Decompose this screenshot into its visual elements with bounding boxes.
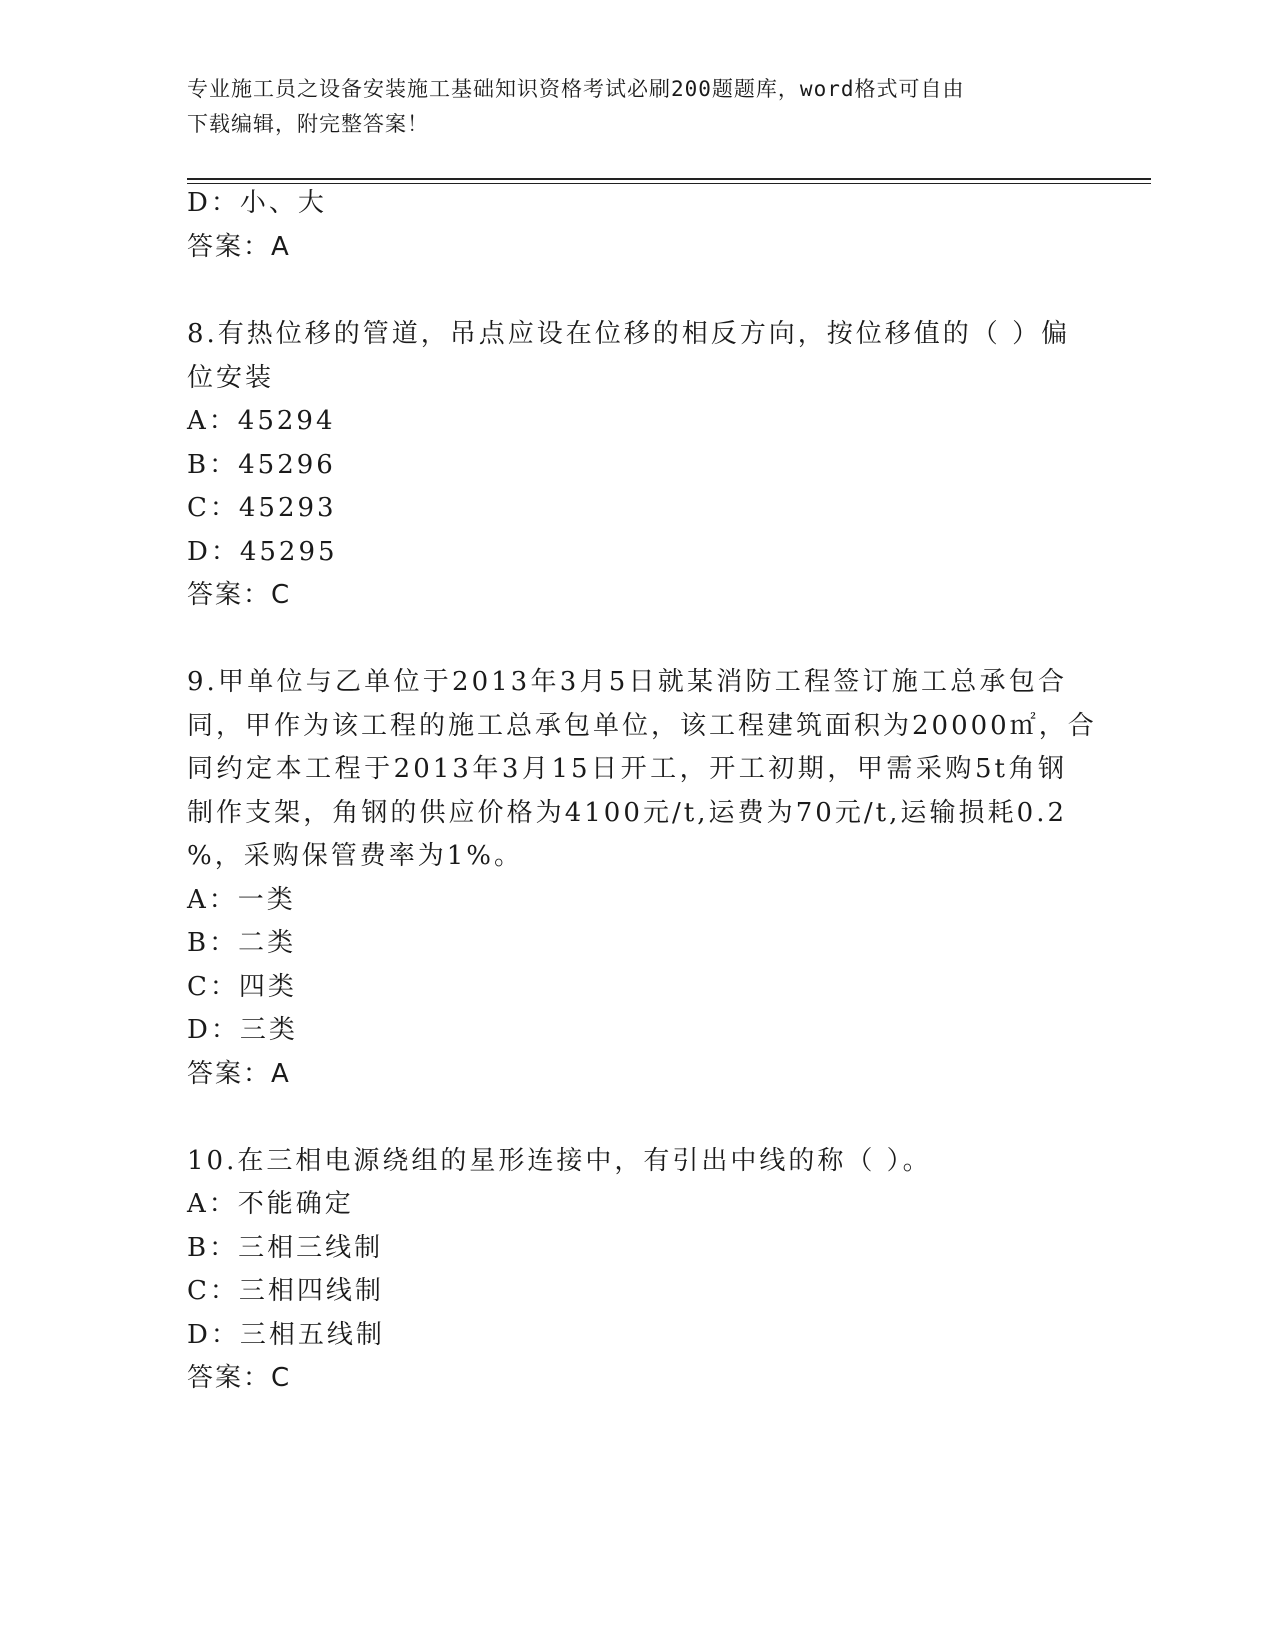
- question-10-option-d: D：三相五线制: [187, 1320, 385, 1350]
- question-10-answer: 答案：C: [187, 1363, 292, 1393]
- question-9-option-c: C：四类: [187, 972, 297, 1002]
- header-title-line-2: 下载编辑，附完整答案！: [187, 112, 429, 136]
- question-8-answer: 答案：C: [187, 580, 292, 610]
- question-10-option-c: C：三相四线制: [187, 1276, 384, 1306]
- question-8-option-b: B：45296: [187, 450, 336, 480]
- question-10-text-line-1: 10.在三相电源绕组的星形连接中，有引出中线的称（ ）。: [187, 1146, 932, 1176]
- question-9-text-line-3: 同约定本工程于2013年3月15日开工，开工初期，甲需采购5t角钢: [187, 754, 1067, 784]
- question-8-text-line-2: 位安装: [187, 363, 275, 393]
- question-8-option-a: A：45294: [187, 406, 336, 436]
- question-9-text-line-5: %，采购保管费率为1%。: [187, 841, 523, 871]
- header-title-line-1: 专业施工员之设备安装施工基础知识资格考试必刷200题题库，word格式可自由: [187, 77, 965, 101]
- question-9-text-line-2: 同，甲作为该工程的施工总承包单位，该工程建筑面积为20000㎡，合: [187, 711, 1097, 741]
- question-10-option-b: B：三相三线制: [187, 1233, 384, 1263]
- prev-question-answer: 答案：A: [187, 232, 291, 262]
- prev-question-option-d: D：小、大: [187, 188, 327, 218]
- question-9-text-line-4: 制作支架，角钢的供应价格为4100元/t,运费为70元/t,运输损耗0.2: [187, 798, 1067, 828]
- question-8-option-d: D：45295: [187, 537, 338, 567]
- question-9-answer: 答案：A: [187, 1059, 291, 1089]
- question-9-text-line-1: 9.甲单位与乙单位于2013年3月5日就某消防工程签订施工总承包合: [187, 667, 1067, 697]
- question-9-option-b: B：二类: [187, 928, 297, 958]
- question-10-option-a: A：不能确定: [187, 1189, 354, 1219]
- question-8-option-c: C：45293: [187, 493, 337, 523]
- question-8-text-line-1: 8.有热位移的管道，吊点应设在位移的相反方向，按位移值的（ ）偏: [187, 319, 1071, 349]
- header-divider-thin: [187, 183, 1151, 184]
- header-divider-thick: [187, 178, 1151, 180]
- question-9-option-a: A：一类: [187, 885, 296, 915]
- question-9-option-d: D：三类: [187, 1015, 298, 1045]
- document-header: [187, 72, 1067, 142]
